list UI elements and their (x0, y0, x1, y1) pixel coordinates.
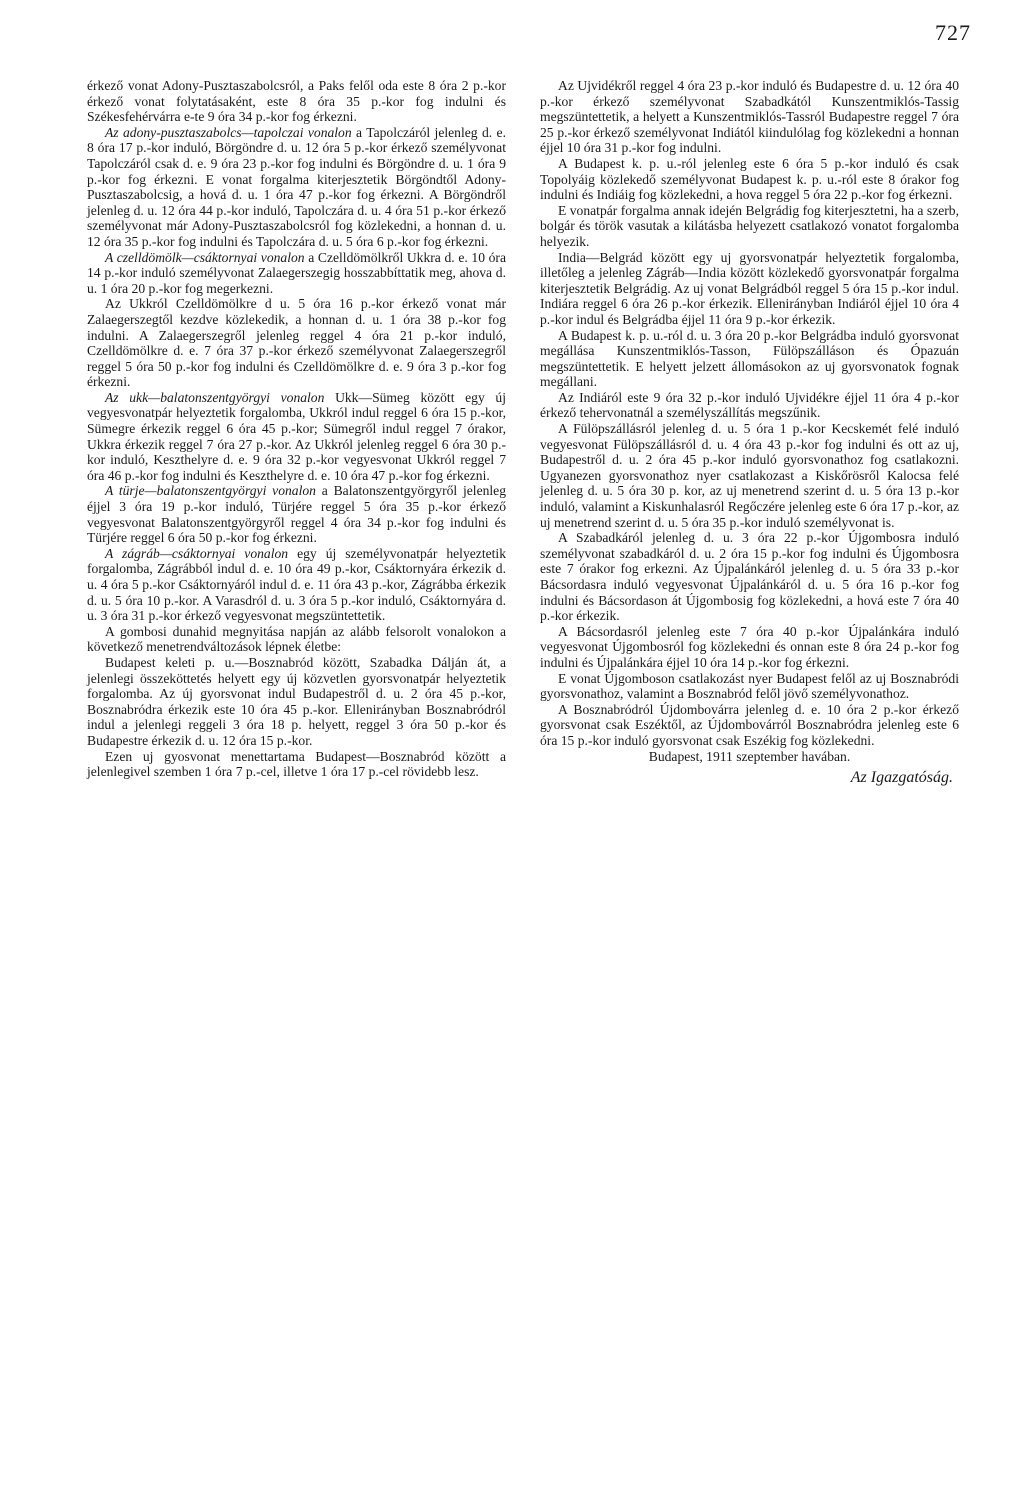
right-column (540, 78, 959, 786)
paragraph-right-3: E vonatpár forgalma annak idején Belgrádig fog kiterjesztetni, ha a szerb, bolgár és török vasutak a kilátásba helyezett csatlakozó vonatot forgalomba helyezik. (540, 202, 959, 249)
paragraph-text: érkező vonat Adony-Pusztaszabolcsról, a Paks felől oda este 8 óra 2 p.-kor érkező vonat folytatásaként, este 8 óra 35 p.-kor fog indulni és Székesfehérvárra e-te 9 óra 34 p.-kor fog érkezni. (87, 78, 506, 125)
line-heading: Az adony-pusztaszabolcs—tapolczai vonalon (105, 124, 352, 140)
line-heading: Az ukk—balatonszentgyörgyi vonalon (105, 389, 325, 405)
paragraph-left-9 (87, 655, 506, 749)
paragraph-left-8 (87, 624, 506, 655)
paragraph-right-8: A Szabadkáról jelenleg d. u. 3 óra 22 p.-kor Újgombosra induló személyvonat szabadkáról d. u. 2 óra 15 p.-kor fog indulni és Újgombosra este 7 órakor fog erkezni. Az Újpalánkáról jelenleg d. u. 5 óra 33 p.-kor Bácsordasra induló vegyesvonat Újpalánkáról d. u. 5 óra 16 p.-kor fog indulni és Bácsordason át Újgombosig fog közlekedni, a hová este 7 óra 40 p.-kor érkezik. (540, 530, 959, 624)
paragraph-text: a Tapolczáról jelenleg d. e. 8 óra 17 p.-kor induló, Börgöndre d. u. 12 óra 5 p.-kor érkező személyvonat Tapolczáról csak d. e. 9 óra 23 p.-kor fog indulni és Börgöndre d. u. 1 óra 9 p.-kor fog érkezni. E vonat forgalma kiterjesztetik Börgöndtől Adony-Pusztaszabolcsig, a hová d. u. 1 óra 47 p.-kor fog érkezni. A Börgöndről jelenleg d. u. 12 óra 44 p.-kor induló, Tapolczára d. u. 4 óra 51 p.-kor érkező személyvonat már Adony-Pusztaszabolcsról fog közlekedni, a honnan d. u. 12 óra 35 p.-kor fog indulni és Tapolczára d. u. 5 óra 6 p.-kor fog érkezni. (87, 124, 506, 249)
dateline: Budapest, 1911 szeptember havában. (648, 748, 851, 764)
paragraph-text: A gombosi dunahid megnyitása napján az alább felsorolt vonalokon a következő menetrendváltozások lépnek életbe: (87, 623, 506, 655)
paragraph-left-5 (87, 390, 506, 484)
paragraph-left-7 (87, 546, 506, 624)
paragraph-text: Az Ukkról Czelldömölkre d u. 5 óra 16 p.-kor érkező vonat már Zalaegerszegtől kezdve közlekedik, a honnan d. u. 1 óra 38 p.-kor fog indulni. A Zalaegerszegről jelenleg reggel 4 óra 21 p.-kor induló, Czelldömölkre d. e. 7 óra 37 p.-kor érkező személyvonat Zalaegerszegről reggel 5 óra 50 p.-kor fog indulni és Czelldömölkre d. e. 9 óra 3 p.-kor fog érkezni. (87, 296, 506, 390)
left-column (87, 78, 506, 780)
paragraph-right-11: A Bosznabródról Újdombovárra jelenleg d. e. 10 óra 2 p.-kor érkező gyorsvonat csak Eszéktől, az Újdombovárról Bosznabródra jelenleg este 6 óra 15 p.-kor induló gyorsvonat csak Eszékig fog közlekedni. (540, 701, 959, 748)
paragraph-text: egy új személyvonatpár helyeztetik forgalomba, Zágrábból indul d. e. 10 óra 49 p.-kor, Csáktornyára érkezik d. u. 4 óra 5 p.-kor Csáktornyáról indul d. e. 11 óra 43 p.-kor, Zágrábba érkezik d. u. 5 óra 10 p.-kor. A Varasdról d. u. 3 óra 5 p.-kor induló, Csáktornyára d. u. 3 óra 31 p.-kor érkező vegyesvonat megszüntettetik. (87, 545, 506, 624)
paragraph-right-10: E vonat Újgomboson csatlakozást nyer Budapest felől az uj Bosznabródi gyorsvonathoz, valamint a Bosznabród felől jövő személyvonathoz. (540, 670, 959, 702)
paragraph-right-9: A Bácsordasról jelenleg este 7 óra 40 p.-kor Újpalánkára induló vegyesvonat Újgombosról fog közlekedni és onnan este 8 óra 24 p.-kor fog indulni és Újpalánkára éjjel 10 óra 14 p.-kor fog érkezni. (540, 623, 959, 670)
paragraph-right-6: Az Indiáról este 9 óra 32 p.-kor induló Ujvidékre éjjel 11 óra 4 p.-kor érkező tehervonatnál a személyszállítás megszűnik. (540, 389, 959, 421)
paragraph-right-2: A Budapest k. p. u.-ról jelenleg este 6 óra 5 p.-kor induló és csak Topolyáig közlekedő személyvonat Budapest k. p. u.-ról este 8 órakor fog indulni és Indiáig fog közlekedni, a hova reggel 5 óra 22 p.-kor fog érkezni. (540, 155, 959, 203)
paragraph-left-3 (87, 250, 506, 297)
paragraph-left-4 (87, 296, 506, 390)
paragraph-text: Budapest keleti p. u.—Bosznabród között, Szabadka Dálján át, a jelenlegi összeköttetés helyett egy új közvetlen gyorsvonatpár helyeztetik forgalomba. Az új gyorsvonat indul Budapestről d. u. 2 óra 45 p.-kor, Bosznabródra érkezik este 10 óra 45 p.-kor. Ellenirányban Bosznabródról indul a jelenlegi reggeli 3 óra 18 p. helyett, reggel 3 óra 50 p.-kor és Budapestre érkezik d. u. 12 óra 15 p.-kor. (87, 654, 506, 748)
signature: Az Igazgatóság. (850, 769, 953, 787)
paragraph-left-2 (87, 125, 506, 250)
paragraph-text: Ezen uj gyosvonat menettartama Budapest—Bosznabród között a jelenlegivel szemben 1 óra 7 p.-cel, illetve 1 óra 17 p.-cel rövidebb lesz. (87, 748, 506, 780)
line-heading: A czelldömölk—csáktornyai vonalon (105, 249, 305, 265)
paragraph-left-10 (87, 749, 506, 780)
line-heading: A zágráb—csáktornyai vonalon (105, 545, 289, 561)
page-number: 727 (935, 20, 971, 45)
paragraph-left-6 (87, 483, 506, 545)
line-heading: A türje—balatonszentgyörgyi vonalon (105, 483, 316, 499)
paragraph-right-5: A Budapest k. p. u.-ról d. u. 3 óra 20 p.-kor Belgrádba induló gyorsvonat megállása Kunszentmiklós-Tasson, Fülöpszálláson és Ópazuán megszüntettetik. E helyett jelzett állomásokon az uj gyorsvonatok fognak megállani. (540, 327, 959, 390)
paragraph-text: Ukk—Sümeg között egy új vegyesvonatpár helyeztetik forgalomba, Ukkról indul reggel 6 óra 15 p.-kor, Sümegre érkezik reggel 6 óra 45 p.-kor; Sümegről indul reggel 7 órakor, Ukkra érkezik reggel 7 óra 27 p.-kor. Az Ukkról jelenleg reggel 6 óra 30 p.-kor induló, Keszthelyre d. e. 9 óra 32 p.-kor vegyesvonat Ukkról reggel 7 óra 46 p.-kor fog indulni és Keszthelyre d. e. 10 óra 47 p.-kor fog érkezni. (87, 389, 506, 483)
paragraph-left-1 (87, 78, 506, 125)
paragraph-text: a Balatonszentgyörgyről jelenleg éjjel 3 óra 19 p.-kor induló, Türjére reggel 5 óra 35 p.-kor érkező vegyesvonat Balatonszentgyörgyről reggel 4 óra 34 p.-kor fog indulni és Türjére reggel 6 óra 50 p.-kor fog érkezni. (87, 483, 507, 546)
paragraph-right-1: Az Ujvidékről reggel 4 óra 23 p.-kor induló és Budapestre d. u. 12 óra 40 p.-kor érkező személyvonat Szabadkától Kunszentmiklós-Tassig megszüntettetik, a helyett a Kunszentmiklós-Tassról Budapestre reggel 7 óra 25 p.-kor érkező személyvonat Indiától kiindulólag fog közlekedni a honnan éjjel 10 óra 31 p.-kor fog indulni. (540, 78, 959, 156)
paragraph-right-7: A Fülöpszállásról jelenleg d. u. 5 óra 1 p.-kor Kecskemét felé induló vegyesvonat Fülöpszállásról d. u. 4 óra 43 p.-kor fog indulni és ott az uj, Budapestről d. u. 2 óra 45 p.-kor induló gyorsvonathoz fog csatlakozni. Ugyanezen gyorsvonathoz nyer csatlakozast a Kiskőrösről Kalocsa felé jelenleg d. u. 5 óra 30 p. kor, az uj menetrend szerint d. u. 5 óra 13 p.-kor induló, valamint a Kiskunhalasról Regőczére jelenleg este 6 óra 17 p.-kor, az uj menetrend szerint d. u. 5 óra 35 p.-kor induló személyvonat is. (540, 421, 959, 530)
paragraph-text: a Czelldömölkről Ukkra d. e. 10 óra 14 p.-kor induló személyvonat Zalaegerszegig hosszabbíttatik meg, ahova d. u. 1 óra 20 p.-kor fog megerkezni. (87, 249, 506, 296)
paragraph-right-4: India—Belgrád között egy uj gyorsvonatpár helyeztetik forgalomba, illetőleg a jelenleg Zágráb—India között közlekedő gyorsvonatpár forgalma kiterjesztetik Belgrádig. Az uj vonat Belgrádból reggel 5 óra 15 p.-kor indul. Indiára reggel 6 óra 26 p.-kor érkezik. Ellenirányban Indiáról éjjel 10 óra 4 p.-kor indul és Belgrádba éjjel 11 óra 9 p.-kor érkezik. (540, 249, 959, 327)
